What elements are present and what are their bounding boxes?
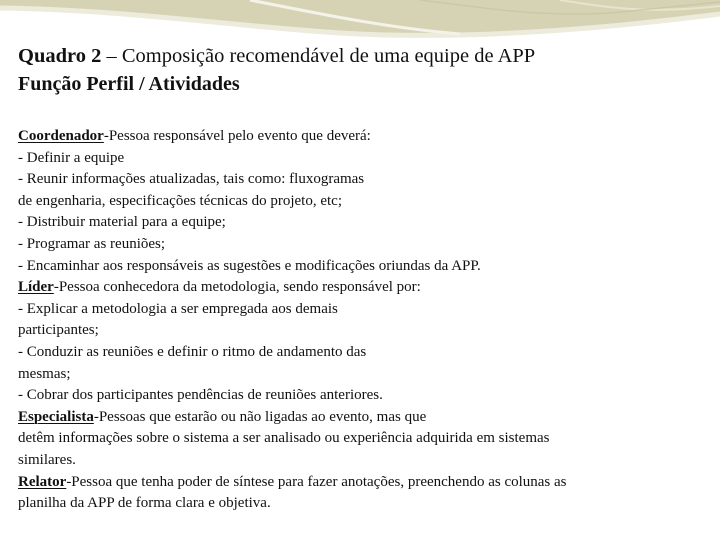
role-lider-line [18, 277, 708, 299]
role-desc-coordenador: -Pessoa responsável pelo evento que deverá: [103, 128, 371, 144]
role-desc-especialista: -Pessoas que estarão ou não ligadas ao evento, mas que [93, 408, 427, 425]
list-item: - Cobrar dos participantes pendências de reuniões anteriores. [18, 387, 383, 404]
role-name-especialista: Especialista [18, 408, 94, 425]
list-item: - Definir a equipe [18, 149, 125, 166]
list-item: - Distribuir material para a equipe; [18, 214, 226, 231]
list-item: - Reunir informações atualizadas, tais como: fluxogramas [18, 171, 365, 188]
role-especialista-line [18, 407, 708, 429]
list-item: planilha da APP de forma clara e objetiva. [18, 495, 271, 512]
decorative-header-swoosh [0, 0, 720, 42]
list-item: mesmas; [18, 365, 71, 382]
list-item: - Conduzir as reuniões e definir o ritmo de andamento das [18, 343, 367, 360]
list-item: - Explicar a metodologia a ser empregada aos demais [18, 300, 338, 317]
role-name-coordenador: Coordenador [18, 128, 104, 144]
role-coordenador-line [18, 126, 708, 148]
role-desc-lider: -Pessoa conhecedora da metodologia, sendo responsável por: [53, 279, 421, 296]
role-desc-relator: -Pessoa que tenha poder de síntese para fazer anotações, preenchendo as colunas as [66, 473, 567, 490]
list-item: - Programar as reuniões; [18, 235, 166, 252]
title-label: Quadro 2 [18, 45, 102, 67]
title-separator: – [101, 45, 122, 67]
list-item: participantes; [18, 322, 99, 339]
list-item: detêm informações sobre o sistema a ser analisado ou experiência adquirida em sistemas [18, 430, 550, 447]
slide-body [18, 126, 708, 515]
list-item: similares. [18, 451, 76, 468]
role-name-lider: Líder [18, 279, 54, 296]
slide-title [18, 43, 708, 99]
list-item: de engenharia, especificações técnicas do projeto, etc; [18, 192, 343, 209]
title-line [18, 43, 708, 69]
list-item: - Encaminhar aos responsáveis as sugestões e modificações oriundas da APP. [18, 257, 481, 274]
role-relator-line [18, 472, 708, 494]
title-text: Composição recomendável de uma equipe de APP [121, 45, 536, 67]
role-name-relator: Relator [18, 473, 67, 490]
title-subtitle: Função Perfil / Atividades [18, 73, 240, 95]
